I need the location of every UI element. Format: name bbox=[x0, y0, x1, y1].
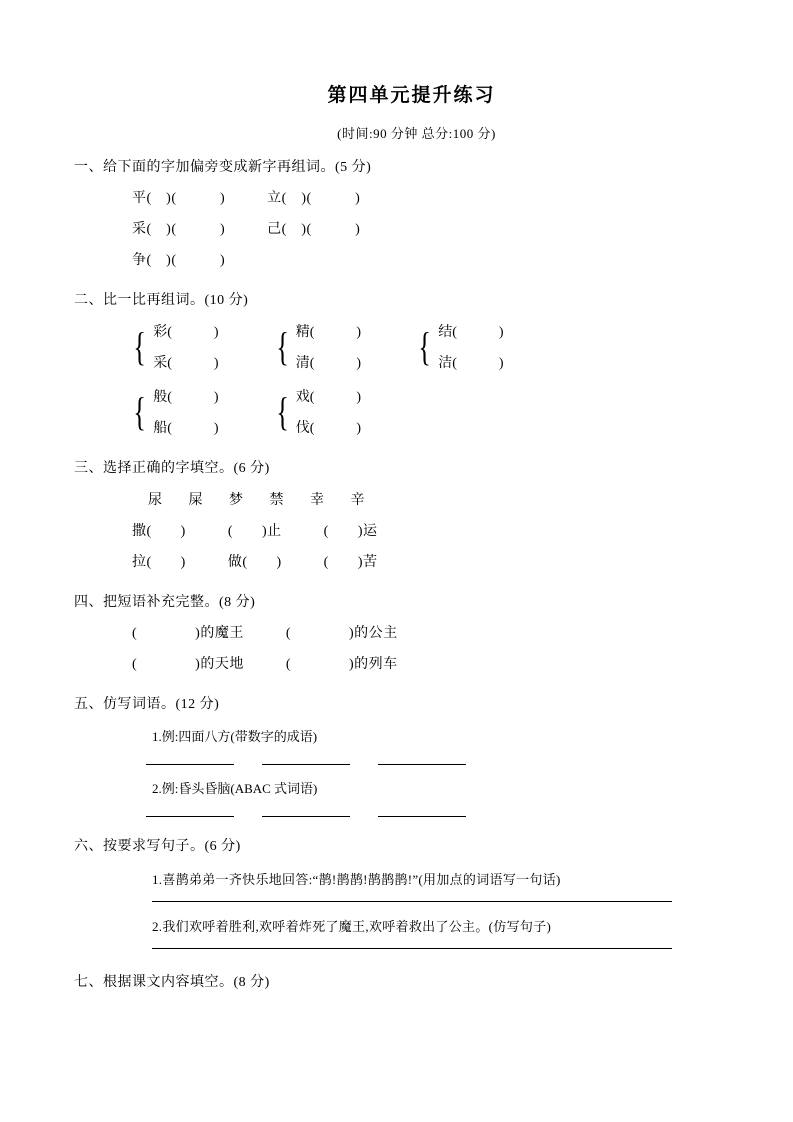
exercise-item: 采( ) bbox=[153, 356, 219, 371]
exercise-item: 结( ) bbox=[438, 325, 504, 340]
exercise-item: 伐( ) bbox=[295, 421, 362, 436]
section-heading-6: 六、按要求写句子。(6 分) bbox=[74, 839, 241, 854]
exercise-item: ( )苦 bbox=[323, 555, 378, 570]
exercise-item: 戏( ) bbox=[295, 390, 362, 405]
bank-char: 辛 bbox=[350, 493, 365, 508]
answer-blank[interactable] bbox=[378, 815, 466, 817]
brace-group bbox=[273, 321, 362, 372]
exercise-item: 洁( ) bbox=[438, 356, 504, 371]
brace-group bbox=[130, 386, 219, 437]
section-2-row-2 bbox=[74, 386, 719, 437]
exercise-item: 般( ) bbox=[153, 390, 219, 405]
answer-blank[interactable] bbox=[152, 947, 672, 949]
brace-group bbox=[130, 321, 219, 372]
exercise-item: 争( )( ) bbox=[132, 253, 226, 268]
exercise-item: 清( ) bbox=[295, 356, 362, 371]
exercise-item: 己( )( ) bbox=[267, 222, 361, 237]
section-3-row bbox=[74, 520, 719, 540]
exercise-item: ( )的天地 bbox=[132, 657, 244, 672]
exercise-item: 2.我们欢呼着胜利,欢呼着炸死了魔王,欢呼着救出了公主。(仿写句子) bbox=[152, 919, 552, 934]
bank-char: 梦 bbox=[229, 493, 244, 508]
bank-char: 禁 bbox=[269, 493, 284, 508]
left-brace-icon: { bbox=[133, 388, 146, 434]
exercise-item: 平( )( ) bbox=[132, 191, 226, 206]
exercise-item: 撒( ) bbox=[132, 524, 186, 539]
answer-blank[interactable] bbox=[146, 815, 234, 817]
exercise-item: 船( ) bbox=[153, 421, 219, 436]
exercise-item: ( )的魔王 bbox=[132, 626, 244, 641]
left-brace-icon: { bbox=[418, 323, 431, 369]
brace-group bbox=[273, 386, 362, 437]
exercise-item: ( )的公主 bbox=[285, 626, 398, 641]
brace-group bbox=[415, 321, 504, 372]
left-brace-icon: { bbox=[275, 323, 289, 369]
exercise-item: 立( )( ) bbox=[267, 191, 361, 206]
section-4-row bbox=[74, 653, 719, 673]
exercise-item: 彩( ) bbox=[153, 325, 219, 340]
section-heading-7: 七、根据课文内容填空。(8 分) bbox=[74, 975, 270, 990]
answer-blank[interactable] bbox=[146, 763, 234, 765]
answer-blank-row bbox=[74, 763, 719, 765]
bank-char: 屎 bbox=[188, 493, 203, 508]
exercise-item: 1.例:四面八方(带数字的成语) bbox=[152, 729, 318, 744]
section-heading-1: 一、给下面的字加偏旁变成新字再组词。(5 分) bbox=[74, 160, 372, 175]
left-brace-icon: { bbox=[275, 388, 289, 434]
left-brace-icon: { bbox=[133, 323, 146, 369]
exercise-item: 精( ) bbox=[295, 325, 362, 340]
answer-blank[interactable] bbox=[262, 815, 350, 817]
section-3-row bbox=[74, 551, 719, 571]
section-2-row-1 bbox=[74, 321, 719, 372]
exercise-item: 拉( ) bbox=[132, 555, 186, 570]
section-1-row bbox=[74, 218, 719, 238]
exercise-item: ( )止 bbox=[227, 524, 282, 539]
answer-blank-row bbox=[74, 815, 719, 817]
section-heading-5: 五、仿写词语。(12 分) bbox=[74, 697, 220, 712]
section-1-row bbox=[74, 249, 719, 269]
section-heading-3: 三、选择正确的字填空。(6 分) bbox=[74, 461, 270, 476]
bank-char: 幸 bbox=[310, 493, 325, 508]
exercise-item: ( )运 bbox=[323, 524, 378, 539]
answer-blank[interactable] bbox=[262, 763, 350, 765]
section-4-row bbox=[74, 622, 719, 642]
exercise-item: 1.喜鹊弟弟一齐快乐地回答:“鹊!鹊鹊!鹊鹊鹊!”(用加点的词语写一句话) bbox=[152, 872, 561, 887]
section-heading-2: 二、比一比再组词。(10 分) bbox=[74, 293, 249, 308]
section-heading-4: 四、把短语补充完整。(8 分) bbox=[74, 595, 256, 610]
exercise-item: ( )的列车 bbox=[285, 657, 398, 672]
section-1-row bbox=[74, 187, 719, 207]
exercise-item: 采( )( ) bbox=[132, 222, 226, 237]
exam-meta: (时间:90 分钟 总分:100 分) bbox=[337, 126, 496, 141]
exercise-item: 2.例:昏头昏脑(ABAC 式词语) bbox=[152, 781, 318, 796]
answer-blank[interactable] bbox=[152, 900, 672, 902]
exercise-item: 做( ) bbox=[227, 555, 282, 570]
answer-blank[interactable] bbox=[378, 763, 466, 765]
bank-char: 尿 bbox=[148, 493, 163, 508]
page-title: 第四单元提升练习 bbox=[327, 85, 496, 106]
character-bank bbox=[74, 489, 719, 509]
